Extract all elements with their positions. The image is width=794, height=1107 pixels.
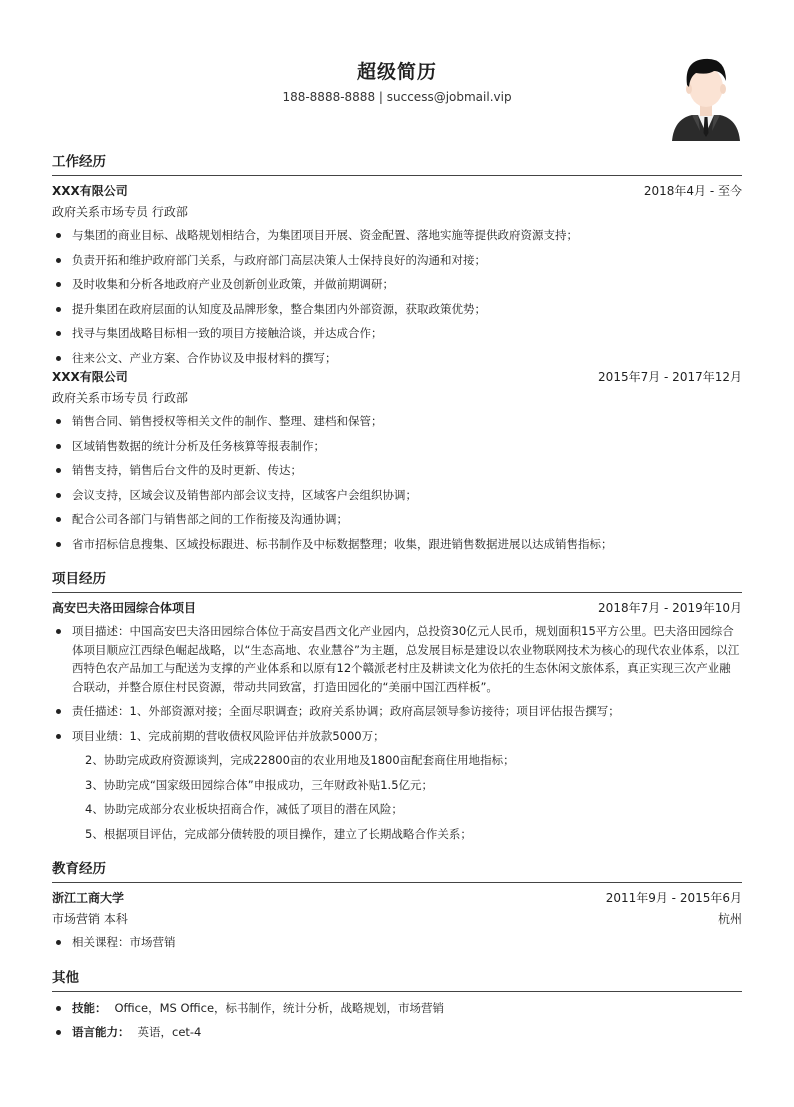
list-item: 省市招标信息搜集、区域投标跟进、标书制作及中标数据整理；收集，跟进销售数据进展以达成销售指标； xyxy=(52,535,742,554)
list-item: 及时收集和分析各地政府产业及创新创业政策，并做前期调研； xyxy=(52,275,742,294)
section-title-education: 教育经历 xyxy=(52,857,742,883)
achievement-line: 3、协助完成“国家级田园综合体”申报成功，三年财政补贴1.5亿元； xyxy=(85,777,434,792)
contact-info: 188-8888-8888 | success@jobmail.vip xyxy=(282,90,512,104)
language-value: 英语，cet-4 xyxy=(137,1025,202,1039)
project-name: 高安巴夫洛田园综合体项目 xyxy=(52,601,197,615)
work-entry xyxy=(52,183,742,367)
work-period: 2018年4月 - 至今 xyxy=(643,184,742,198)
list-item: 与集团的商业目标、战略规划相结合，为集团项目开展、资金配置、落地实施等提供政府资源支持； xyxy=(52,226,742,245)
list-item: 项目业绩：1、完成前期的营收债权风险评估并放款5000万； xyxy=(52,727,742,746)
work-duties xyxy=(52,226,742,367)
skill-value: Office，MS Office，标书制作，统计分析，战略规划，市场营销 xyxy=(114,1000,445,1015)
list-item: 找寻与集团战略目标相一致的项目方接触洽谈，并达成合作； xyxy=(52,324,742,343)
resume-header xyxy=(52,0,742,150)
avatar xyxy=(670,53,742,141)
resume-page xyxy=(52,0,742,1048)
skill-label: 技能： xyxy=(72,1000,107,1015)
list-item: 责任描述：1、外部资源对接；全面尽职调查；政府关系协调；政府高层领导参访接待；项目评估报告撰写； xyxy=(52,702,742,721)
company-name: XXX有限公司 xyxy=(52,184,128,198)
education-city: 杭州 xyxy=(717,912,742,926)
list-item: 项目描述：中国高安巴夫洛田园综合体位于高安昌西文化产业园内，总投资30亿元人民币，规划面积15平方公里。巴夫洛田园综合体项目顺应江西绿色崛起战略，以“生态高地、农业慧谷”为主题，总发展目标是建设以农业物联网技术为核心的现代农业体系，以江西特色农产品加工与配送为支撑的产业体系和以原有12个赣派老村庄及耕读文化为依托的生态休闲文旅体系，真正实现三次产业融合联动，并整合原住村民资源，带动共同致富，打造田园化的“美丽中国江西样板”。 xyxy=(52,622,742,696)
project-details xyxy=(52,622,742,745)
list-item: 销售合同、销售授权等相关文件的制作、整理、建档和保管； xyxy=(52,412,742,431)
project-period: 2018年7月 - 2019年10月 xyxy=(598,601,742,615)
candidate-name: 超级简历 xyxy=(356,61,437,83)
job-role: 政府关系市场专员 行政部 xyxy=(52,391,188,405)
list-item: 提升集团在政府层面的认知度及品牌形象，整合集团内外部资源，获取政策优势； xyxy=(52,300,742,319)
list-item: 会议支持，区域会议及销售部内部会议支持，区域客户会组织协调； xyxy=(52,486,742,505)
major-degree: 市场营销 本科 xyxy=(52,912,128,926)
list-item: 销售支持，销售后台文件的及时更新、传达； xyxy=(52,461,742,480)
other-section xyxy=(52,966,742,1042)
school-name: 浙江工商大学 xyxy=(52,891,125,905)
section-title-project: 项目经历 xyxy=(52,567,742,593)
list-item: 往来公文、产业方案、合作协议及申报材料的撰写； xyxy=(52,349,742,368)
job-role: 政府关系市场专员 行政部 xyxy=(52,205,188,219)
section-title-other: 其他 xyxy=(52,966,742,992)
education-section xyxy=(52,857,742,952)
work-period: 2015年7月 - 2017年12月 xyxy=(598,370,742,384)
list-item: 负责开拓和维护政府部门关系，与政府部门高层决策人士保持良好的沟通和对接； xyxy=(52,251,742,270)
education-period: 2011年9月 - 2015年6月 xyxy=(605,891,742,905)
list-item xyxy=(52,999,742,1018)
company-name: XXX有限公司 xyxy=(52,370,128,384)
education-details xyxy=(52,933,742,952)
language-label: 语言能力： xyxy=(72,1025,130,1039)
achievement-line: 5、根据项目评估，完成部分债转股的项目操作，建立了长期战略合作关系； xyxy=(85,826,472,841)
list-item: 相关课程：市场营销 xyxy=(52,933,742,952)
achievement-line: 2、协助完成政府资源谈判，完成22800亩的农业用地及1800亩配套商住用地指标； xyxy=(85,753,515,767)
list-item: 配合公司各部门与销售部之间的工作衔接及沟通协调； xyxy=(52,510,742,529)
achievement-line: 4、协助完成部分农业板块招商合作，减低了项目的潜在风险； xyxy=(85,802,403,816)
work-section xyxy=(52,150,742,553)
list-item: 区域销售数据的统计分析及任务核算等报表制作； xyxy=(52,437,742,456)
other-details xyxy=(52,999,742,1042)
section-title-work: 工作经历 xyxy=(52,150,742,176)
work-entry xyxy=(52,369,742,553)
work-duties xyxy=(52,412,742,553)
list-item xyxy=(52,1023,742,1042)
project-section xyxy=(52,567,742,843)
